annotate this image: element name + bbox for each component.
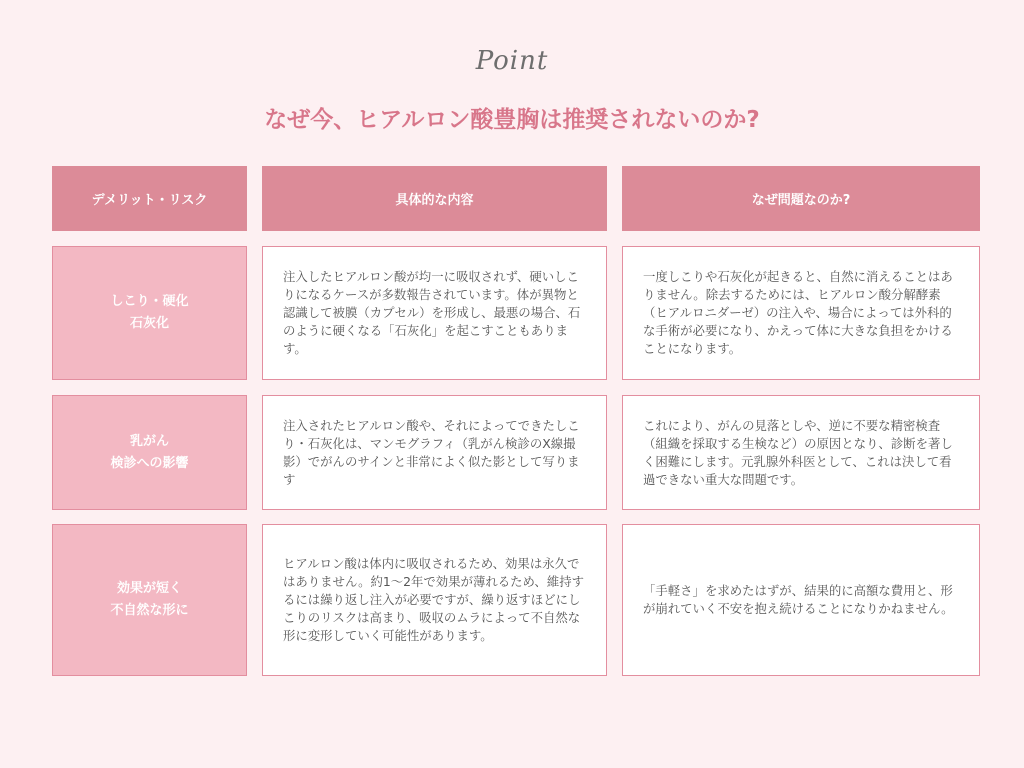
risk-label-line1: 効果が短く [116,581,182,596]
reason-text: これにより、がんの見落としや、逆に不要な精密検査（組織を採取する生検など）の原因となり、診断を著しく困難にします。元乳腺外科医として、これは決して看過できない重大な問題です。 [643,417,953,487]
risk-label-line1: 乳がん [129,433,169,449]
column-header-detail: 具体的な内容 [262,166,607,231]
detail-cell-short-effect [262,524,607,676]
detail-text: 注入したヒアルロン酸が均一に吸収されず、硬いしこりになるケースが多数報告されています。体が異物と認識して被膜（カプセル）を形成し、最悪の場合、石のように硬くなる「石灰化」を起こすこともあります。 [283,269,581,356]
risk-label-line1: しこり・硬化 [110,294,189,309]
reason-cell-screening [622,395,980,510]
reason-cell-short-effect [622,524,980,676]
risk-cell-hardening [52,246,247,380]
risk-label-line2: 石灰化 [129,316,169,331]
column-header-reason: なぜ問題なのか? [622,166,980,231]
detail-cell-hardening [262,246,607,380]
risk-cell-short-effect [52,524,247,676]
risk-label-line2: 検診への影響 [110,455,189,471]
point-label: Point [475,46,549,76]
detail-text: 注入されたヒアルロン酸や、それによってできたしこり・石灰化は、マンモグラフィ（乳がん検診のX線撮影）でがんのサインと非常によく似た影として写ります [283,417,580,487]
column-header-risk: デメリット・リスク [52,166,247,231]
reason-text: 一度しこりや石灰化が起きると、自然に消えることはありません。除去するためには、ヒアルロン酸分解酵素（ヒアルロニダーゼ）の注入や、場合によっては外科的な手術が必要になり、かえって体に大きな負担をかけることになります。 [643,269,953,356]
detail-text: ヒアルロン酸は体内に吸収されるため、効果は永久ではありません。約1〜2年で効果が薄れるため、維持するには繰り返し注入が必要ですが、繰り返すほどにしこりのリスクは高まり、吸収のムラによって不自然な形に変形していく可能性があります。 [283,556,584,643]
risk-cell-screening [52,395,247,510]
page-title: なぜ今、ヒアルロン酸豊胸は推奨されないのか? [264,107,760,133]
risk-label-line2: 不自然な形に [110,603,189,618]
detail-cell-screening [262,395,607,510]
reason-text: 「手軽さ」を求めたはずが、結果的に高額な費用と、形が崩れていく不安を抱え続けることになりかねません。 [643,583,954,616]
reason-cell-hardening [622,246,980,380]
